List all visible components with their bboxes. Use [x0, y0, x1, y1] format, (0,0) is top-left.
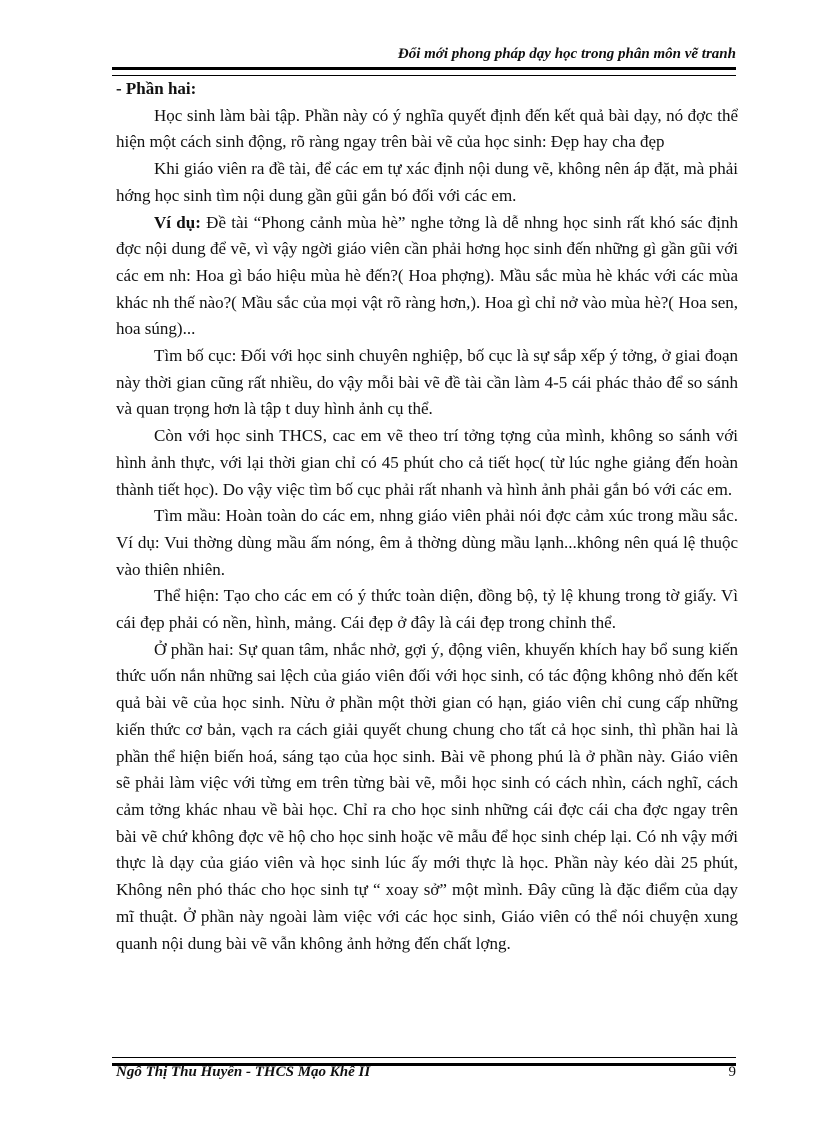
paragraph-text: Học sinh làm bài tập. Phần này có ý nghĩa quyết định đến kết quả bài dạy, nó đợc thể hiện một cách sinh động, rõ ràng ngay trên bài vẽ của học sinh: Đẹp hay cha đẹp — [116, 105, 738, 152]
paragraph-3 — [116, 210, 738, 344]
paragraph-text: Tìm mầu: Hoàn toàn do các em, nhng giáo viên phải nói đợc cảm xúc trong mầu sắc. Ví dụ: Vui thờng dùng mầu ấm nóng, êm ả thờng dùng mầu lạnh...không nên quá lệ thuộc vào thiên nhiên. — [116, 506, 738, 579]
paragraph-text: Ở phần hai: Sự quan tâm, nhắc nhở, gợi ý, động viên, khuyến khích hay bổ sung kiến thức uốn nắn những sai lệch của giáo viên đối với học sinh, có tác động không nhỏ đến kết quả bài vẽ của học sinh. Nừu ở phần một thời gian có hạn, giáo viên chỉ cung cấp những kiến thức cơ bản, vạch ra cách giải quyết chung chung cho tất cả học sinh, thì phần hai là phần thể hiện biến hoá, sáng tạo của học sinh. Bài vẽ phong phú là ở phần này. Giáo viên sẽ phải làm việc với từng em trên từng bài vẽ, mỗi học sinh có cách nhìn, cách nghĩ, cách cảm tởng khác nhau về bài học. Chỉ ra cho học sinh những cái đợc cái cha đợc ngay trên bài vẽ chứ không đợc vẽ hộ cho học sinh hoặc vẽ mẫu để học sinh chép lại. Có nh vậy mới thực là dạy của giáo viên và học sinh lúc ấy mới thực là học. Phần này kéo dài 25 phút, Không nên phó thác cho học sinh tự “ xoay sở” một mình. Đây cũng là đặc điểm của dạy mĩ thuật. Ở phần này ngoài làm việc với các học sinh, Giáo viên có thể nói chuyện xung quanh nội dung bài vẽ vẫn không ảnh hởng đến chất lợng. — [116, 639, 738, 953]
paragraph-text: Khi giáo viên ra đề tài, để các em tự xác định nội dung vẽ, không nên áp đặt, mà phải hớng học sinh tìm nội dung gần gũi gắn bó đối với các em. — [116, 159, 738, 205]
paragraph-8 — [116, 637, 738, 957]
paragraph-text: Tìm bố cục: Đối với học sinh chuyên nghiệp, bố cục là sự sắp xếp ý tởng, ở giai đoạn này thời gian cũng rất nhiều, do vậy mỗi bài vẽ đề tài cần làm 4-5 cái phác thảo để so sánh và quan trọng hơn là tập t duy hình ảnh cụ thể. — [116, 346, 738, 419]
section-heading: - Phần hai: — [116, 79, 197, 98]
paragraph-text: Thể hiện: Tạo cho các em có ý thức toàn diện, đồng bộ, tỷ lệ khung trong tờ giấy. Vì cái đẹp phải có nền, hình, mảng. Cái đẹp ở đây là cái đẹp trong chỉnh thể. — [116, 586, 738, 633]
paragraph-7 — [116, 583, 738, 636]
paragraph-text: Còn với học sinh THCS, cac em vẽ theo trí tởng tợng của mình, không so sánh với hình ảnh thực, với lại thời gian chỉ có 45 phút cho cả tiết học( từ lúc nghe giảng đến hoàn thành tiết học). Do vậy việc tìm bố cục phải rất nhanh và hình ảnh phải gắn bó với các em. — [116, 426, 738, 499]
paragraph-2 — [116, 156, 738, 209]
document-body — [116, 76, 738, 957]
paragraph-4 — [116, 343, 738, 423]
page-number: 9 — [728, 1064, 736, 1080]
paragraph-5 — [116, 423, 738, 503]
paragraph-lead: Ví dụ: — [154, 212, 201, 232]
paragraph-6 — [116, 503, 738, 583]
paragraph-1 — [116, 103, 738, 156]
page-header: Đổi mới phong pháp dạy học trong phân môn vẽ tranh — [397, 46, 736, 62]
paragraph-text: Đề tài “Phong cảnh mùa hè” nghe tởng là dễ nhng học sinh rất khó sác định đợc nội dung để vẽ, vì vậy ngời giáo viên cần phải hơng học sinh đến những gì gần gũi với các em nh: Hoa gì báo hiệu mùa hè đến?( Hoa phợng). Mầu sắc mùa hè khác với các mùa khác nh thế nào?( Mầu sắc của mọi vật rõ ràng hơn,). Hoa gì chỉ nở vào mùa hè?( Hoa sen, hoa súng)... — [116, 212, 738, 339]
header-rule — [112, 67, 736, 76]
footer-author: Ngô Thị Thu Huyền - THCS Mạo Khê II — [116, 1064, 371, 1080]
